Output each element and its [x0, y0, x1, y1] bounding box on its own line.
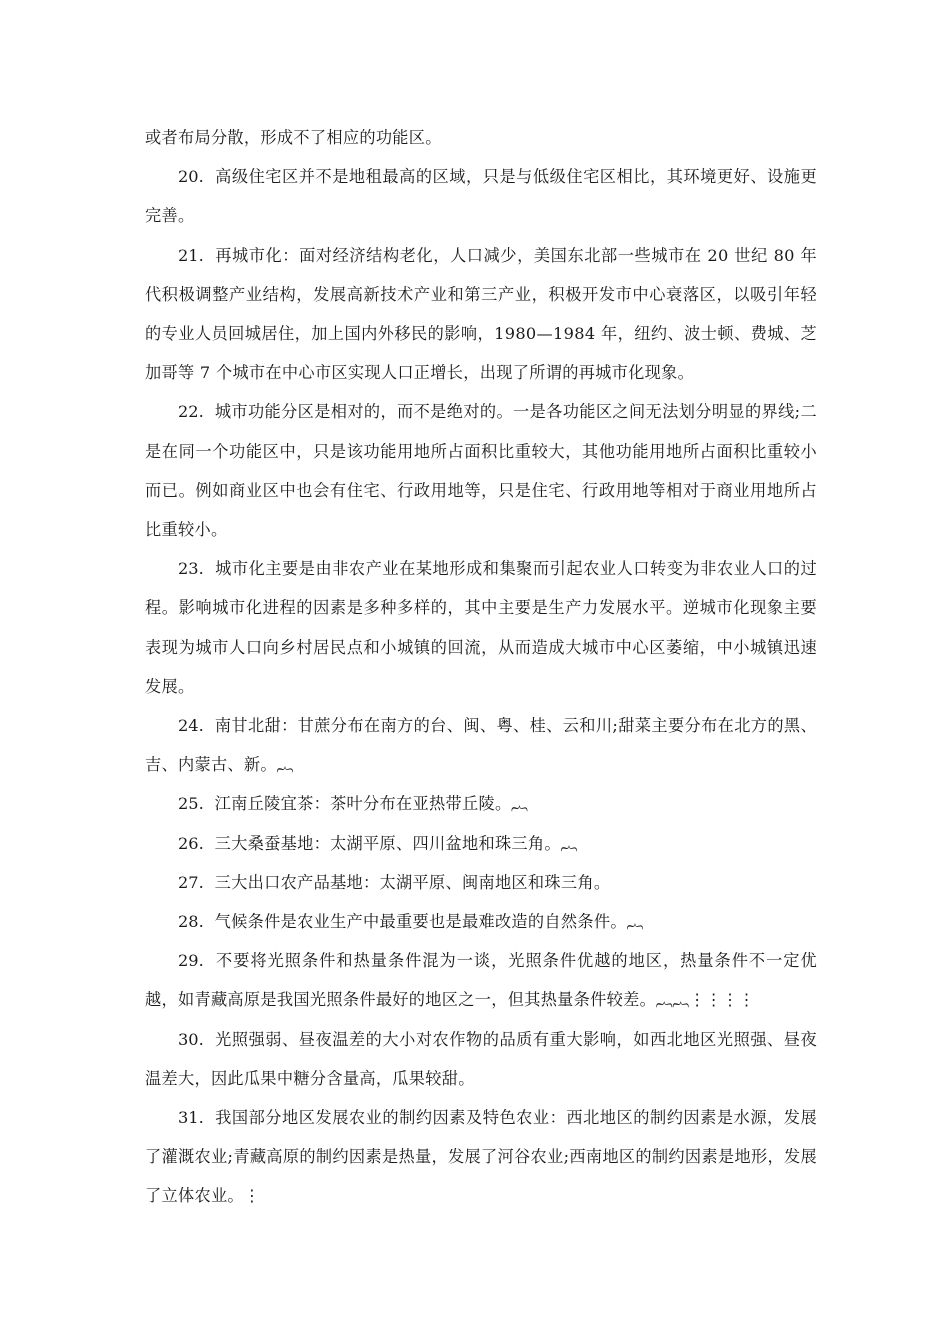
paragraph-number: 26.	[178, 833, 204, 853]
paragraph-number: 25.	[178, 794, 204, 814]
paragraph-text: 高级住宅区并不是地租最高的区域，只是与低级住宅区相比，其环境更好、设施更完善。	[145, 167, 817, 226]
paragraph-21	[145, 236, 817, 393]
paragraph-text: 城市化主要是由非农产业在某地形成和集聚而引起农业人口转变为非农业人口的过程。影响城市化进程的因素是多种多样的，其中主要是生产力发展水平。逆城市化现象主要表现为城市人口向乡村居民点和小城镇的回流，从而造成大城市中心区萎缩，中小城镇迅速发展。	[145, 559, 817, 696]
paragraph-text: 我国部分地区发展农业的制约因素及特色农业：西北地区的制约因素是水源，发展了灌溉农业;青藏高原的制约因素是热量，发展了河谷农业;西南地区的制约因素是地形，发展了立体农业。⋮	[145, 1108, 817, 1206]
paragraph-23	[145, 549, 817, 706]
paragraph-number: 22.	[178, 402, 204, 422]
paragraph-28	[145, 902, 817, 941]
paragraph-text: 南甘北甜：甘蔗分布在南方的台、闽、粤、桂、云和川;甜菜主要分布在北方的黑、吉、内蒙古、新。︷	[145, 716, 817, 775]
paragraph-text: 三大出口农产品基地：太湖平原、闽南地区和珠三角。	[214, 872, 611, 892]
paragraph-number: 30.	[178, 1029, 204, 1049]
paragraph-29	[145, 941, 817, 1019]
paragraph-30	[145, 1020, 817, 1098]
paragraph-number: 27.	[178, 872, 204, 892]
paragraph-number: 29.	[178, 951, 204, 971]
paragraph-20	[145, 157, 817, 235]
paragraph-text: 城市功能分区是相对的，而不是绝对的。一是各功能区之间无法划分明显的界线;二是在同一个功能区中，只是该功能用地所占面积比重较大，其他功能用地所占面积比重较小而已。例如商业区中也会有住宅、行政用地等，只是住宅、行政用地等相对于商业用地所占比重较小。	[145, 402, 817, 540]
paragraph-text: 再城市化：面对经济结构老化，人口减少，美国东北部一些城市在 20 世纪 80 年代积极调整产业结构，发展高新技术产业和第三产业，积极开发市中心衰落区，以吸引年轻的专业人员回城居住，加上国内外移民的影响，1980—1984 年，纽约、波士顿、费城、芝加哥等 7 个城市在中心市区实现人口正增长，出现了所谓的再城市化现象。	[145, 245, 817, 383]
paragraph-26	[145, 824, 817, 863]
paragraph-text: 气候条件是农业生产中最重要也是最难改造的自然条件。︷	[214, 912, 644, 932]
paragraph-24	[145, 706, 817, 784]
paragraph-text: 三大桑蚕基地：太湖平原、四川盆地和珠三角。︷	[214, 833, 578, 853]
paragraph-text: 光照强弱、昼夜温差的大小对农作物的品质有重大影响，如西北地区光照强、昼夜温差大，因此瓜果中糖分含量高，瓜果较甜。	[145, 1029, 817, 1088]
document-page	[145, 118, 817, 1216]
paragraph-text: 江南丘陵宜茶：茶叶分布在亚热带丘陵。︷	[214, 794, 528, 814]
paragraph-number: 23.	[178, 559, 204, 579]
paragraph-22	[145, 392, 817, 549]
paragraph-text: 不要将光照条件和热量条件混为一谈，光照条件优越的地区，热量条件不一定优越，如青藏高原是我国光照条件最好的地区之一，但其热量条件较差。︷︷⋮⋮⋮⋮	[145, 951, 817, 1010]
paragraph-number: 28.	[178, 912, 204, 932]
paragraph-number: 24.	[178, 716, 204, 736]
paragraph-number: 21.	[178, 245, 204, 265]
paragraph-number: 31.	[178, 1108, 204, 1128]
paragraph-number: 20.	[178, 167, 204, 187]
paragraph-19-continued	[145, 118, 817, 157]
paragraph-31	[145, 1098, 817, 1216]
paragraph-text: 或者布局分散，形成不了相应的功能区。	[145, 128, 442, 147]
paragraph-25	[145, 784, 817, 823]
paragraph-27	[145, 863, 817, 902]
